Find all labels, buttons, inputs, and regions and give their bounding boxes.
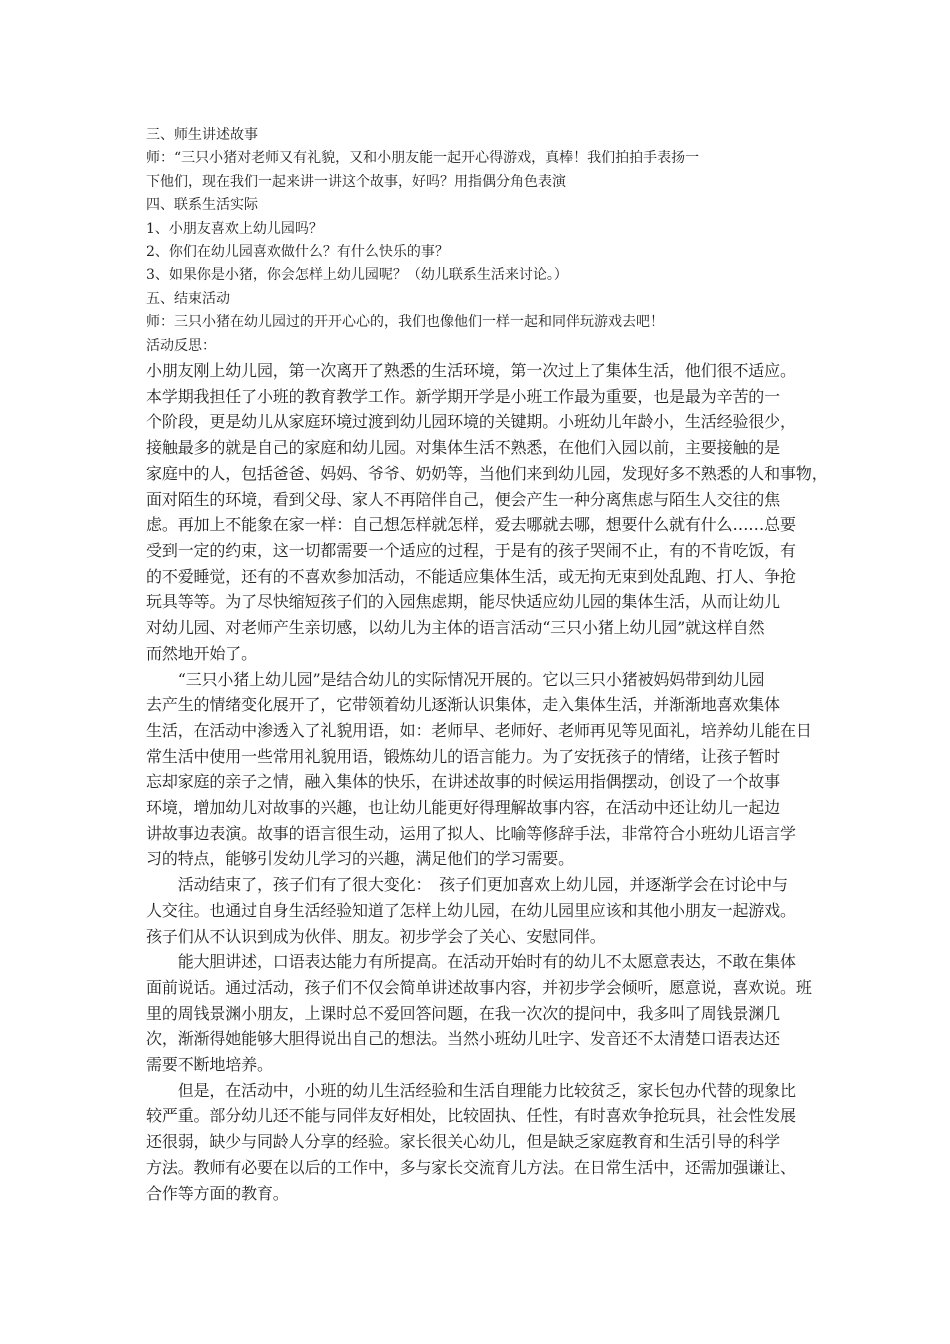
text-line: 人交往。也通过自身生活经验知道了怎样上幼儿园，在幼儿园里应该和其他小朋友一起游戏。 (146, 900, 796, 920)
text-line: 但是，在活动中，小班的幼儿生活经验和生活自理能力比较贫乏，家长包办代替的现象比 (146, 1080, 796, 1100)
text-line: 师：三只小猪在幼儿园过的开开心心的，我们也像他们一样一起和同伴玩游戏去吧！ (146, 314, 664, 331)
text-line: 受到一定的约束，这一切都需要一个适应的过程，于是有的孩子哭闹不止，有的不肯吃饭，有 (146, 540, 796, 560)
question-item: 1、小朋友喜欢上幼儿园吗？ (146, 220, 323, 237)
text-line: 讲故事边表演。故事的语言很生动，运用了拟人、比喻等修辞手法，非常符合小班幼儿语言学 (146, 823, 796, 843)
text-line: 常生活中使用一些常用礼貌用语，锻炼幼儿的语言能力。为了安抚孩子的情绪，让孩子暂时 (146, 746, 781, 766)
text-line: 较严重。部分幼儿还不能与同伴友好相处，比较固执、任性，有时喜欢争抢玩具，社会性发展 (146, 1106, 796, 1126)
section-heading-end-activity: 五、结束活动 (146, 290, 230, 307)
text-line: 个阶段，更是幼儿从家庭环境过渡到幼儿园环境的关键期。小班幼儿年龄小，生活经验很少， (146, 412, 796, 432)
question-item: 3、如果你是小猪，你会怎样上幼儿园呢？（幼儿联系生活来讨论。） (146, 267, 568, 284)
text-line: 需要不断地培养。 (146, 1055, 273, 1075)
text-line: 下他们，现在我们一起来讲一讲这个故事，好吗？用指偶分角色表演 (146, 173, 566, 190)
section-heading-retell-story: 三、师生讲述故事 (146, 127, 258, 143)
text-line: 活动结束了，孩子们有了很大变化： 孩子们更加喜欢上幼儿园，并逐渐学会在讨论中与 (146, 875, 788, 895)
text-line: “三只小猪上幼儿园”是结合幼儿的实际情况开展的。它以三只小猪被妈妈带到幼儿园 (146, 669, 765, 689)
question-item: 2、你们在幼儿园喜欢做什么？有什么快乐的事？ (146, 244, 449, 261)
text-line: 的不爱睡觉，还有的不喜欢参加活动，不能适应集体生活，或无拘无束到处乱跑、打人、争抢 (146, 566, 796, 586)
text-line: 师：“三只小猪对老师又有礼貌，又和小朋友能一起开心得游戏，真棒！我们拍拍手表扬一 (146, 150, 700, 167)
text-line: 家庭中的人，包括爸爸、妈妈、爷爷、奶奶等，当他们来到幼儿园，发现好多不熟悉的人和事物， (146, 463, 828, 483)
text-line: 还很弱，缺少与同龄人分享的经验。家长很关心幼儿，但是缺乏家庭教育和生活引导的科学 (146, 1132, 781, 1152)
text-line: 面前说话。通过活动，孩子们不仅会简单讲述故事内容，并初步学会倾听，愿意说，喜欢说。班 (146, 977, 812, 997)
text-line: 虑。再加上不能象在家一样：自己想怎样就怎样，爱去哪就去哪，想要什么就有什么……总要 (146, 515, 796, 535)
text-line: 玩具等等。为了尽快缩短孩子们的入园焦虑期，能尽快适应幼儿园的集体生活，从而让幼儿 (146, 592, 781, 612)
text-line: 本学期我担任了小班的教育教学工作。新学期开学是小班工作最为重要，也是最为辛苦的一 (146, 386, 781, 406)
section-heading-reflection: 活动反思： (146, 337, 216, 354)
text-line: 小朋友刚上幼儿园，第一次离开了熟悉的生活环境，第一次过上了集体生活，他们很不适应。 (146, 361, 796, 381)
text-line: 合作等方面的教育。 (146, 1183, 289, 1203)
text-line: 里的周钱景渊小朋友，上课时总不爱回答问题，在我一次次的提问中，我多叫了周钱景渊几 (146, 1003, 781, 1023)
reflection-body (146, 358, 828, 1206)
text-line: 去产生的情绪变化展开了，它带领着幼儿逐渐认识集体，走入集体生活，并渐渐地喜欢集体 (146, 695, 781, 715)
document-content (146, 124, 828, 1206)
text-line: 对幼儿园、对老师产生亲切感，以幼儿为主体的语言活动“三只小猪上幼儿园”就这样自然 (146, 618, 765, 638)
text-line: 忘却家庭的亲子之情，融入集体的快乐，在讲述故事的时候运用指偶摆动，创设了一个故事 (146, 772, 781, 792)
text-line: 习的特点，能够引发幼儿学习的兴趣，满足他们的学习需要。 (146, 849, 574, 869)
text-line: 孩子们从不认识到成为伙伴、朋友。初步学会了关心、安慰同伴。 (146, 926, 606, 946)
text-line: 环境，增加幼儿对故事的兴趣，也让幼儿能更好得理解故事内容，在活动中还让幼儿一起边 (146, 798, 781, 818)
lesson-steps-section (146, 124, 818, 358)
text-line: 方法。教师有必要在以后的工作中，多与家长交流育儿方法。在日常生活中，还需加强谦让、 (146, 1157, 796, 1177)
text-line: 接触最多的就是自己的家庭和幼儿园。对集体生活不熟悉，在他们入园以前，主要接触的是 (146, 438, 781, 458)
text-line: 面对陌生的环境，看到父母、家人不再陪伴自己，便会产生一种分离焦虑与陌生人交往的焦 (146, 489, 781, 509)
text-line: 生活，在活动中渗透入了礼貌用语，如：老师早、老师好、老师再见等见面礼，培养幼儿能在日 (146, 720, 812, 740)
text-line: 次，渐渐得她能够大胆得说出自己的想法。当然小班幼儿吐字、发音还不太清楚口语表达还 (146, 1029, 781, 1049)
section-heading-real-life: 四、联系生活实际 (146, 197, 258, 214)
text-line: 而然地开始了。 (146, 643, 257, 663)
text-line: 能大胆讲述，口语表达能力有所提高。在活动开始时有的幼儿不太愿意表达，不敢在集体 (146, 952, 796, 972)
